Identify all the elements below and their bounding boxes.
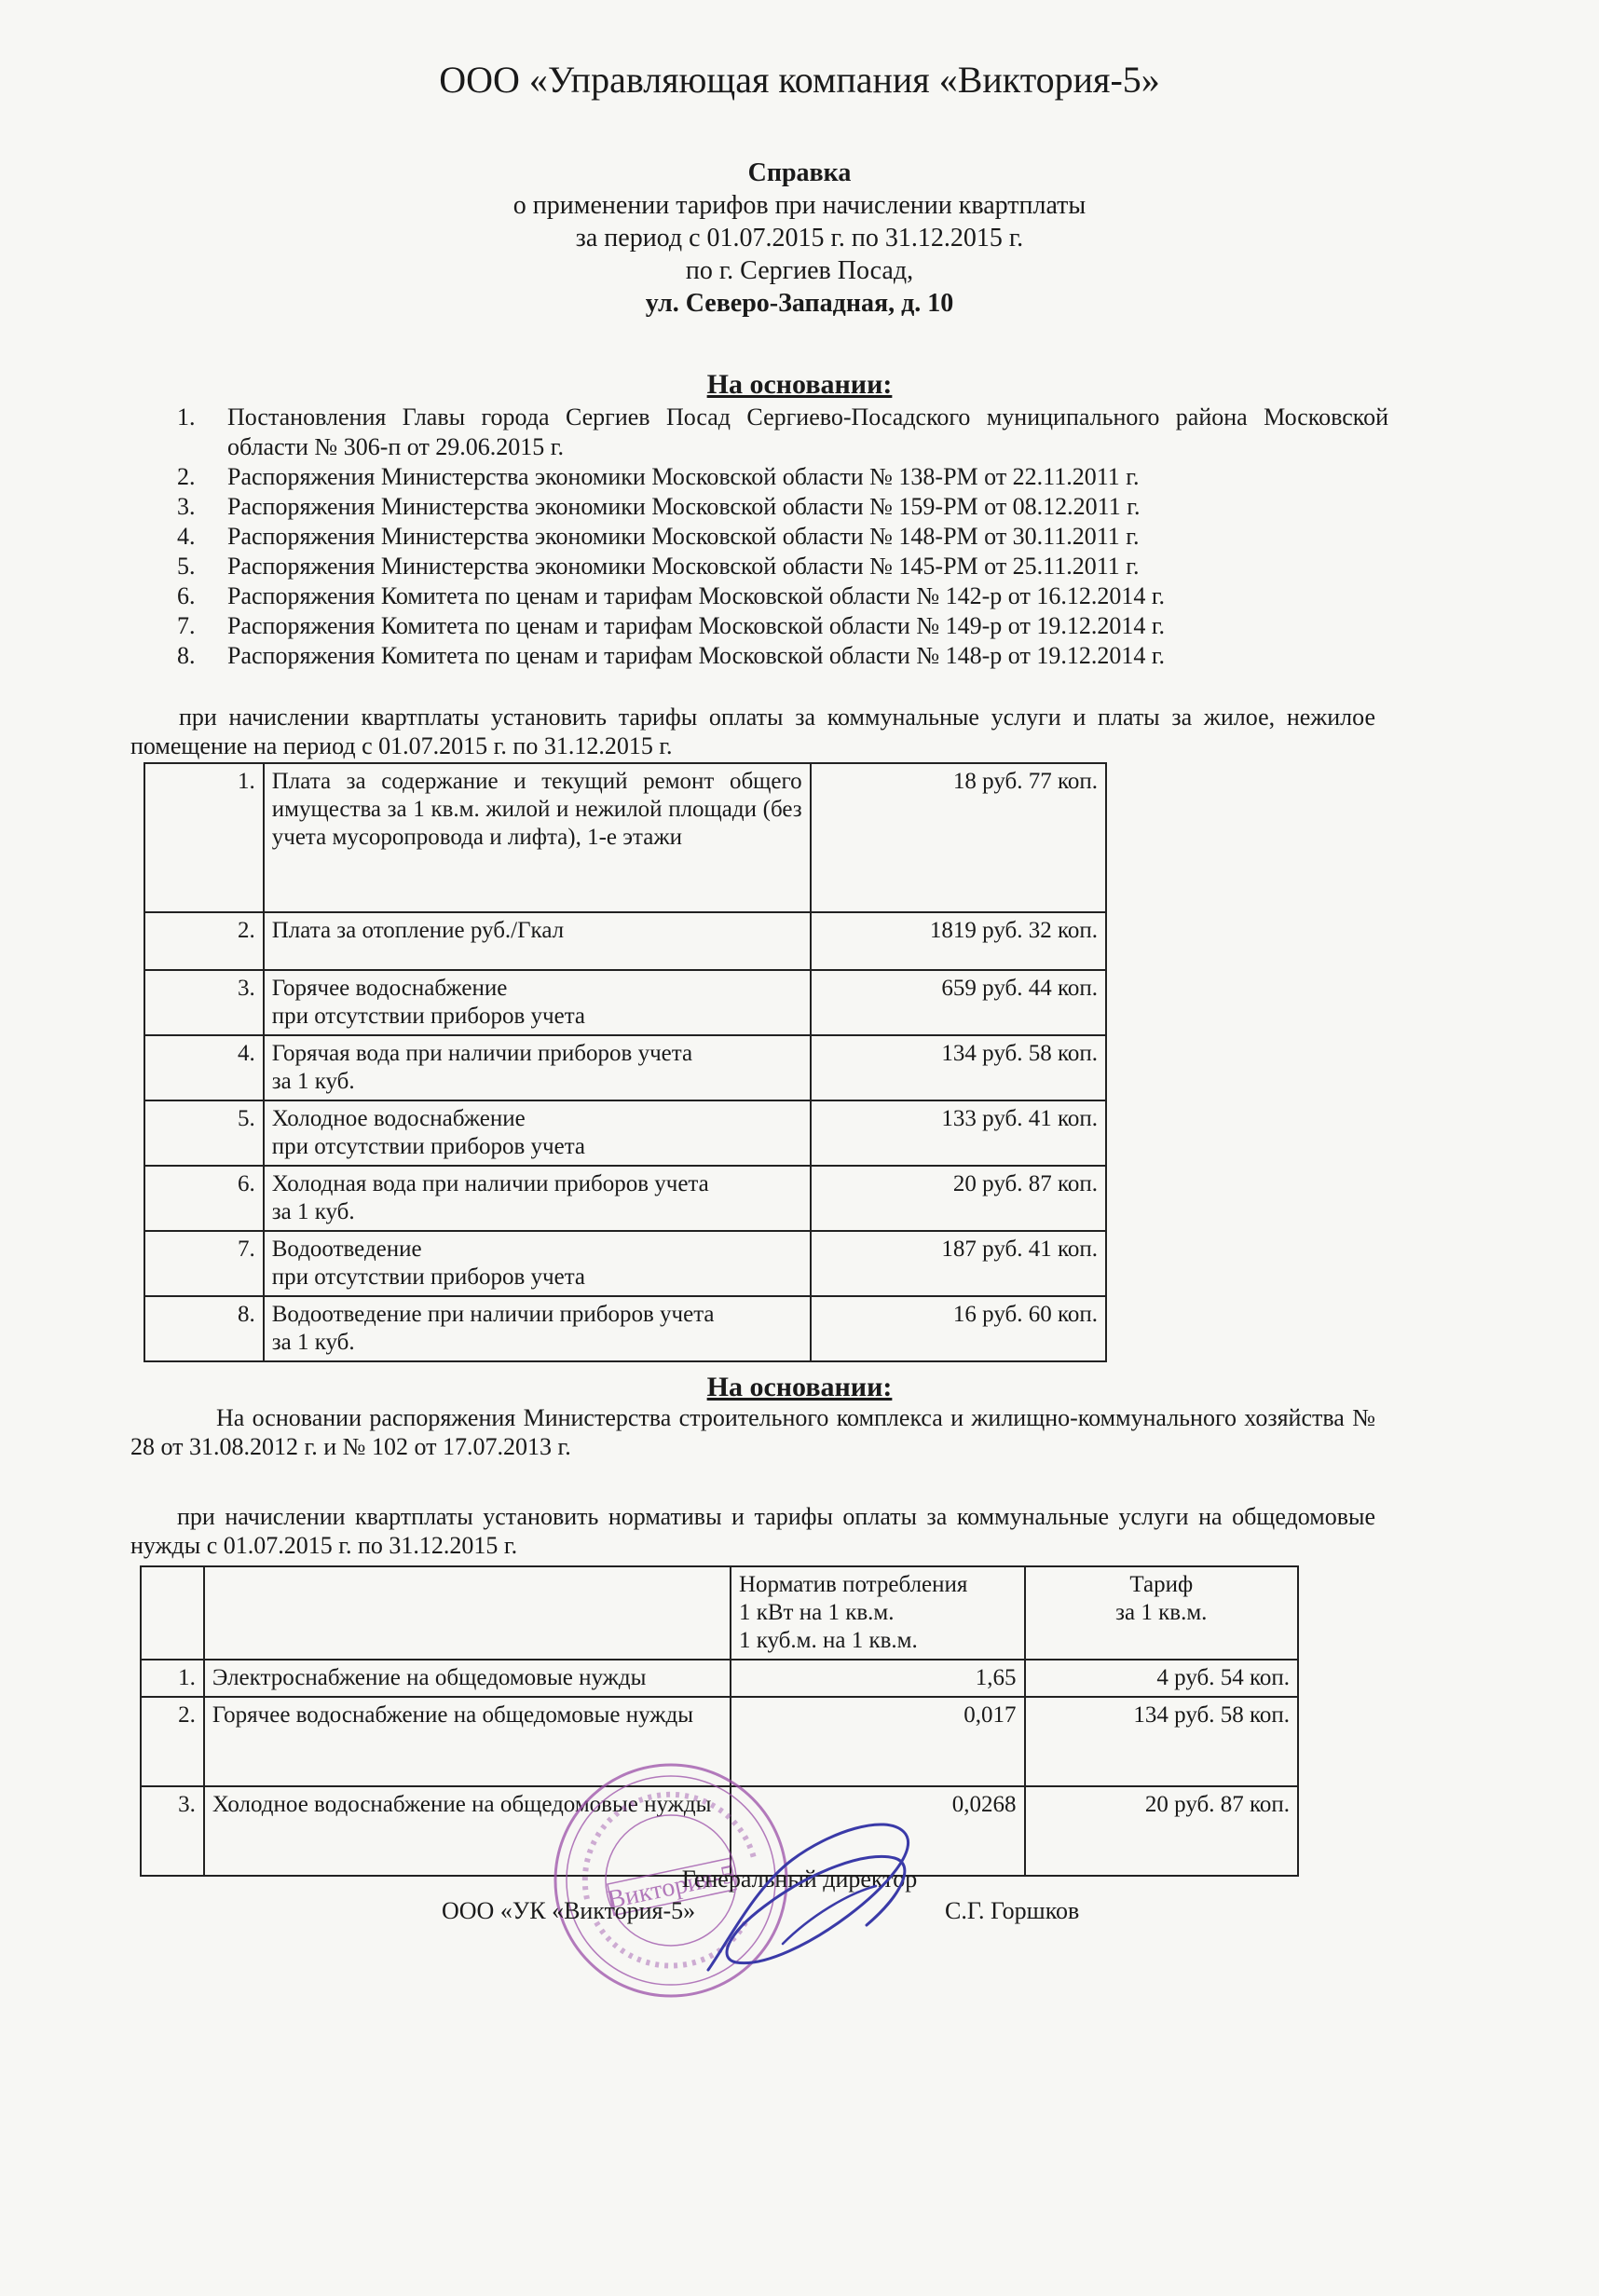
header-cell-empty: [141, 1566, 204, 1660]
document-city: по г. Сергиев Посад,: [685, 256, 914, 285]
row-label: Горячее водоснабжение при отсутствии приборов учета: [264, 970, 811, 1035]
list-item: 3. Распоряжения Министерства экономики Московской области № 159-РМ от 08.12.2011 г.: [177, 493, 1141, 520]
row-number: 2.: [144, 912, 264, 970]
row-label: Водоотведение при отсутствии приборов учета: [264, 1231, 811, 1296]
row-value: 1819 руб. 32 коп.: [811, 912, 1106, 970]
row-name: Холодное водоснабжение на общедомовые нужды: [204, 1786, 731, 1876]
row-number: 3.: [141, 1786, 204, 1876]
row-number: 4.: [144, 1035, 264, 1100]
row-norm: 0,0268: [731, 1786, 1025, 1876]
basis2-paragraph: На основании распоряжения Министерства строительного комплекса и жилищно-коммунального хозяйства № 28 от 31.08.2012 г. и № 102 от 17.07.2013 г.: [130, 1404, 1375, 1460]
signature-org: ООО «УК «Виктория-5»: [442, 1897, 696, 1924]
table-row: [144, 763, 1106, 912]
header-tariff: Тариф за 1 кв.м.: [1025, 1566, 1298, 1660]
table-row: [144, 1166, 1106, 1231]
list-item: 4. Распоряжения Министерства экономики Московской области № 148-РМ от 30.11.2011 г.: [177, 523, 1140, 550]
table-row: [144, 1100, 1106, 1166]
row-number: 1.: [144, 763, 264, 912]
signature-title: Генеральный директор: [681, 1866, 918, 1893]
row-label: Горячая вода при наличии приборов учета за 1 куб.: [264, 1035, 811, 1100]
list-item: 5. Распоряжения Министерства экономики Московской области № 145-РМ от 25.11.2011 г.: [177, 553, 1140, 580]
table-header-row: [141, 1566, 1298, 1660]
row-value: 20 руб. 87 коп.: [811, 1166, 1106, 1231]
list-item: 8. Распоряжения Комитета по ценам и тарифам Московской области № 148-р от 19.12.2014 г.: [177, 642, 1166, 669]
row-tariff: 4 руб. 54 коп.: [1025, 1660, 1298, 1697]
row-number: 8.: [144, 1296, 264, 1361]
row-label: Водоотведение при наличии приборов учета за 1 куб.: [264, 1296, 811, 1361]
handwritten-signature: [671, 1804, 950, 1990]
signature-name: С.Г. Горшков: [945, 1897, 1080, 1924]
table-row: [144, 912, 1106, 970]
table-row: [144, 1231, 1106, 1296]
row-label: Холодная вода при наличии приборов учета за 1 куб.: [264, 1166, 811, 1231]
row-label: Плата за отопление руб./Гкал: [264, 912, 811, 970]
basis-heading-1: На основании:: [706, 369, 893, 400]
row-number: 6.: [144, 1166, 264, 1231]
table-row: [144, 1035, 1106, 1100]
table-row: [144, 970, 1106, 1035]
list-item: 7. Распоряжения Комитета по ценам и тарифам Московской области № 149-р от 19.12.2014 г.: [177, 612, 1166, 639]
document-title: Справка: [747, 158, 852, 187]
row-value: 134 руб. 58 коп.: [811, 1035, 1106, 1100]
company-name: ООО «Управляющая компания «Виктория-5»: [439, 59, 1160, 101]
row-name: Горячее водоснабжение на общедомовые нужды: [204, 1697, 731, 1786]
document-header: [0, 157, 1599, 320]
list-item: 2. Распоряжения Министерства экономики Московской области № 138-РМ от 22.11.2011 г.: [177, 463, 1140, 490]
table-row: [141, 1660, 1298, 1697]
row-norm: 1,65: [731, 1660, 1025, 1697]
row-value: 187 руб. 41 коп.: [811, 1231, 1106, 1296]
table-row: [144, 1296, 1106, 1361]
row-name: Электроснабжение на общедомовые нужды: [204, 1660, 731, 1697]
header-norm: Норматив потребления 1 кВт на 1 кв.м. 1 куб.м. на 1 кв.м.: [731, 1566, 1025, 1660]
header-cell-empty: [204, 1566, 731, 1660]
document-address: ул. Северо-Западная, д. 10: [645, 289, 954, 318]
row-value: 18 руб. 77 коп.: [811, 763, 1106, 912]
tariffs-table: [144, 762, 1107, 1362]
row-tariff: 20 руб. 87 коп.: [1025, 1786, 1298, 1876]
document-subtitle: о применении тарифов при начислении квартплаты: [512, 191, 1086, 220]
row-value: 133 руб. 41 коп.: [811, 1100, 1106, 1166]
list-item: 6. Распоряжения Комитета по ценам и тарифам Московской области № 142-р от 16.12.2014 г.: [177, 582, 1166, 609]
row-value: 659 руб. 44 коп.: [811, 970, 1106, 1035]
row-tariff: 134 руб. 58 коп.: [1025, 1697, 1298, 1786]
document-period: за период с 01.07.2015 г. по 31.12.2015 г.: [575, 224, 1024, 253]
row-norm: 0,017: [731, 1697, 1025, 1786]
list-item: 1. Постановления Главы города Сергиев Посад Сергиево-Посадского муниципального района Московской области № 306-п от 29.06.2015 г.: [177, 403, 1388, 460]
row-label: Холодное водоснабжение при отсутствии приборов учета: [264, 1100, 811, 1166]
basis-heading-2: На основании:: [706, 1372, 893, 1402]
row-value: 16 руб. 60 коп.: [811, 1296, 1106, 1361]
row-number: 5.: [144, 1100, 264, 1166]
row-number: 1.: [141, 1660, 204, 1697]
tariffs-paragraph: при начислении квартплаты установить тарифы оплаты за коммунальные услуги и платы за жилое, нежилое помещение на период с 01.07.2015 г. по 31.12.2015 г.: [130, 704, 1375, 759]
row-number: 3.: [144, 970, 264, 1035]
basis-list: [177, 403, 1388, 671]
row-number: 2.: [141, 1697, 204, 1786]
stamp-text: Виктория-5: [605, 1859, 737, 1915]
norms-paragraph: при начислении квартплаты установить нормативы и тарифы оплаты за коммунальные услуги на общедомовые нужды с 01.07.2015 г. по 31.12.2015 г.: [130, 1503, 1375, 1559]
row-label: Плата за содержание и текущий ремонт общего имущества за 1 кв.м. жилой и нежилой площади (без учета мусоропровода и лифта), 1-е этажи: [264, 763, 811, 912]
row-number: 7.: [144, 1231, 264, 1296]
